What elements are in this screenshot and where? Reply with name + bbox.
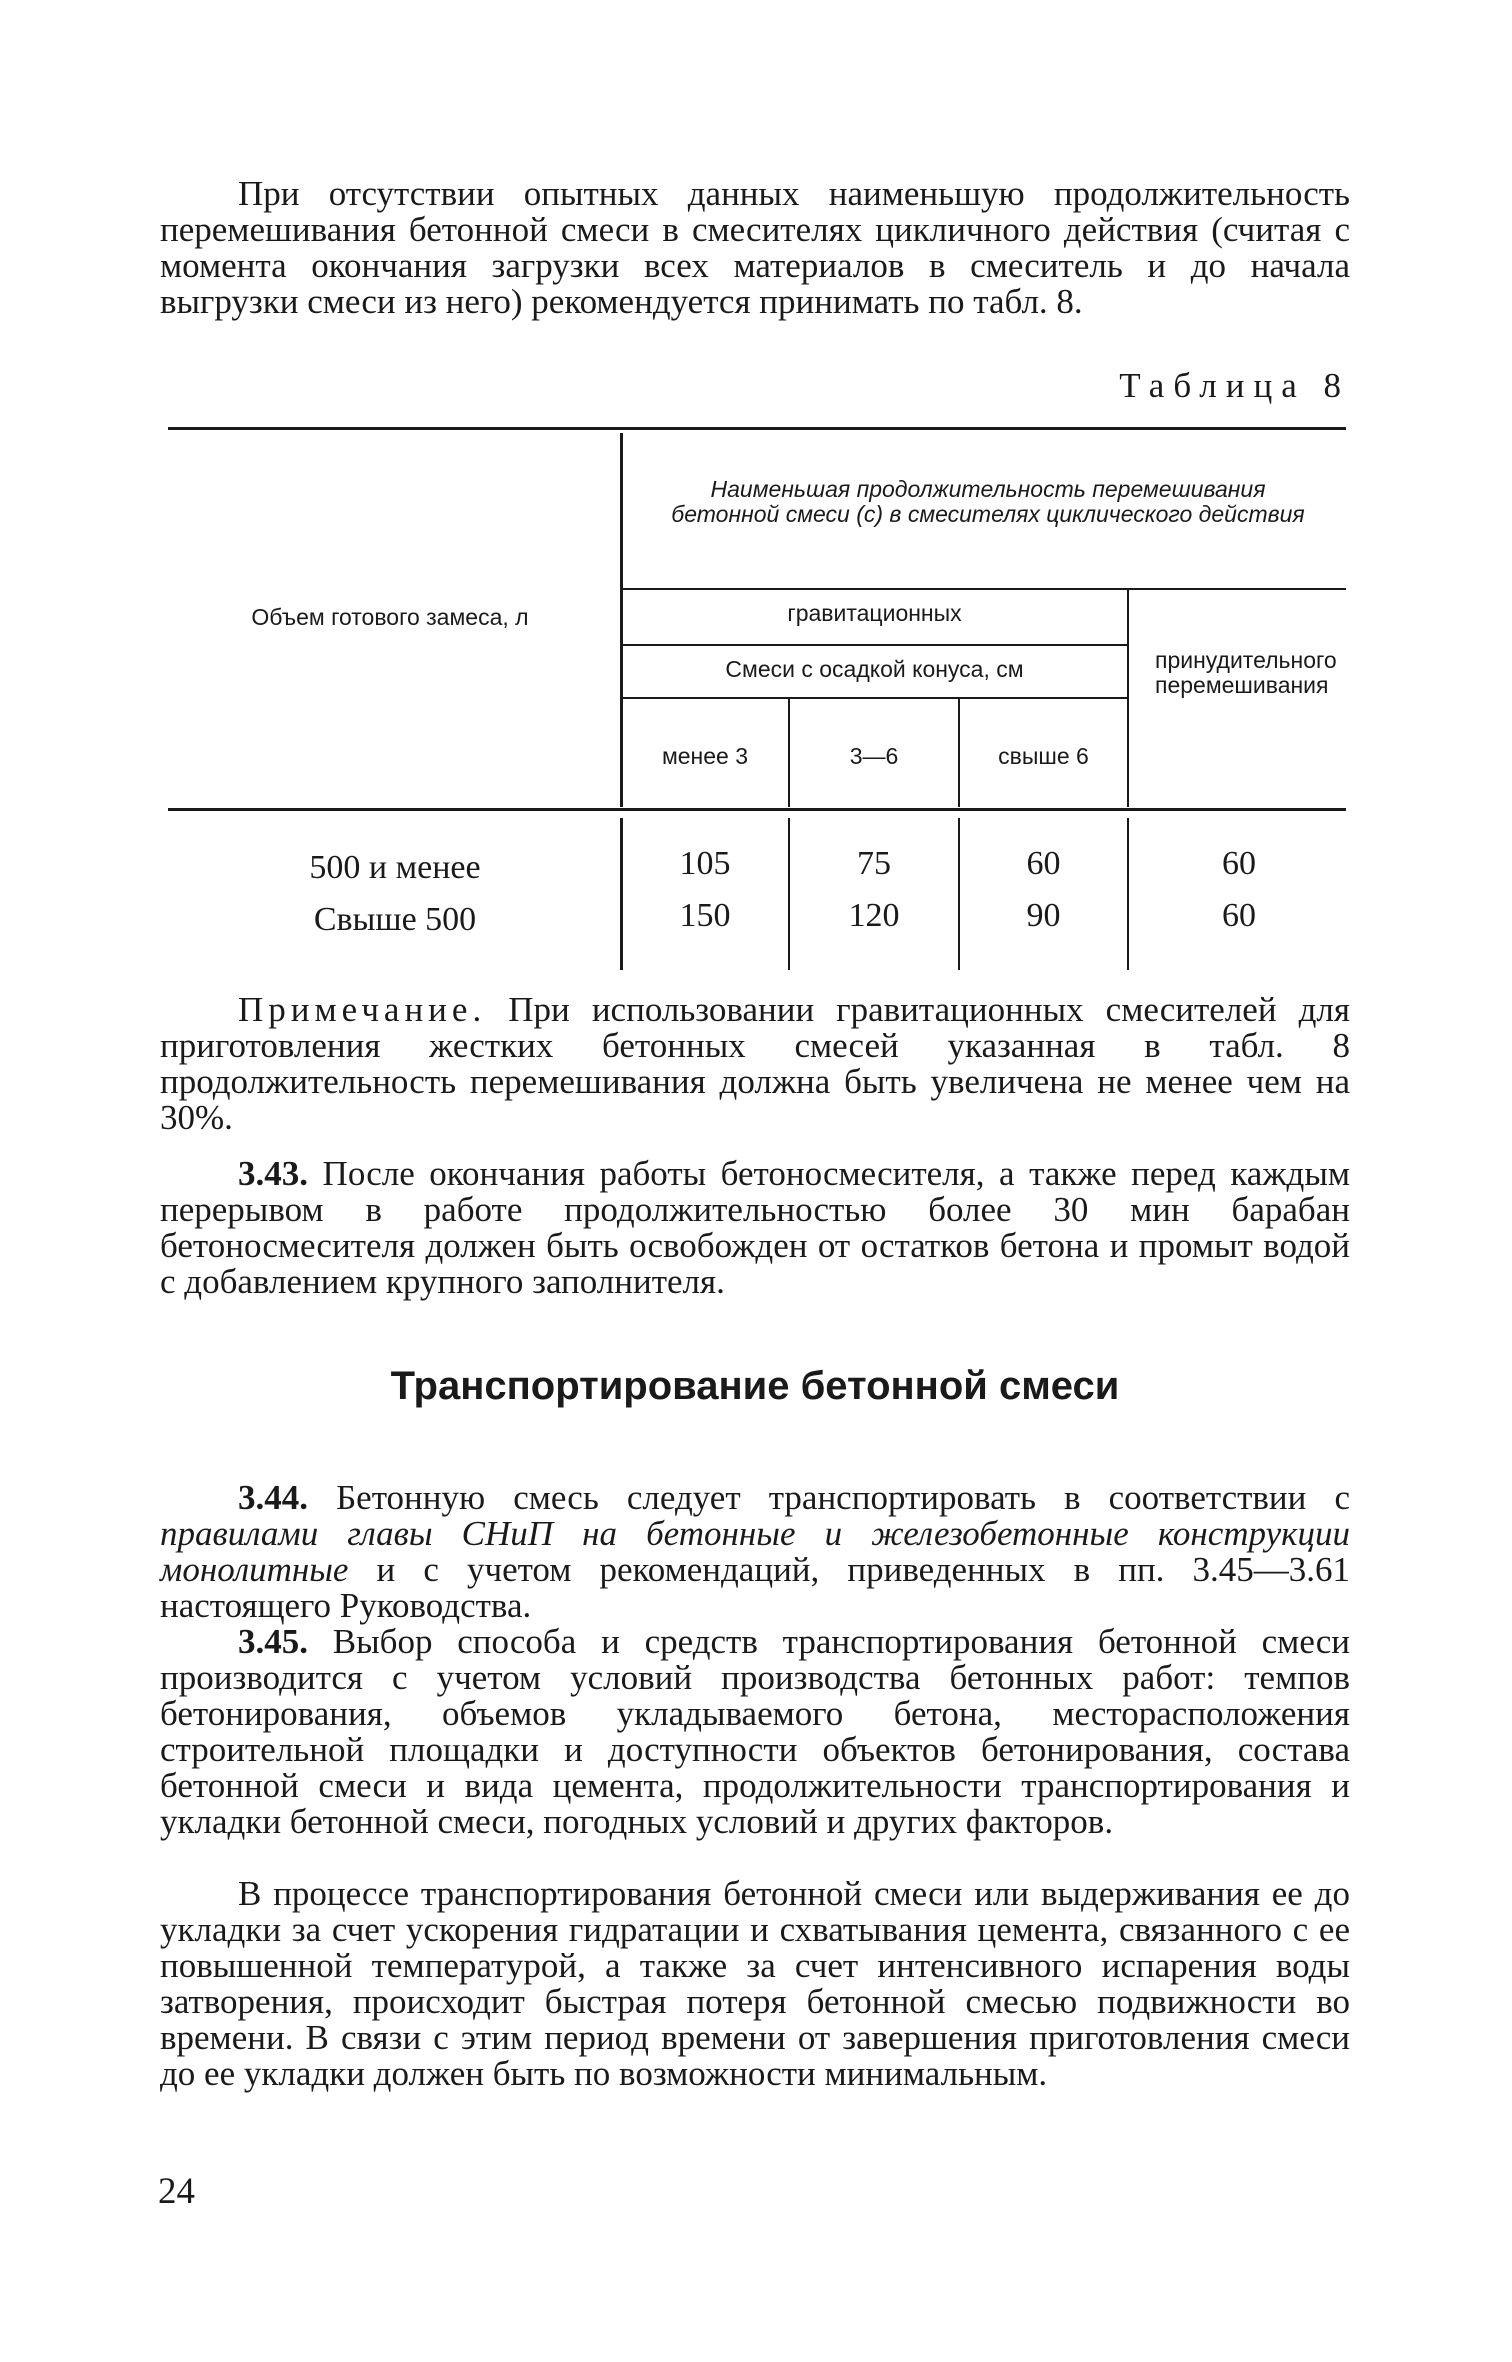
- vrule-sub2-header: [958, 699, 960, 807]
- vrule-sub1-body: [788, 818, 790, 970]
- row-1-label: 500 и менее: [309, 849, 481, 886]
- paragraph-number: 3.44.: [238, 1478, 308, 1517]
- header-sub-1: менее 3: [661, 743, 749, 769]
- paragraph-3-44: 3.44. Бетонную смесь следует транспортировать в соответствии с правилами главы СНиП на бетонные и железобетонные конструкции монолитные и с учетом рекомендаций, приведенных в пп. 3.45—3.61 настоящего Руководства.: [160, 1478, 1350, 1625]
- note-label: Примечание.: [238, 990, 487, 1029]
- row-2-val-3: 90: [1026, 897, 1061, 934]
- paragraph-3-45: 3.45. Выбор способа и средств транспортирования бетонной смеси производится с учетом условий производства бетонных работ: темпов бетонирования, объемов укладываемого бетона, месторасположения строительной площадки и доступности объектов бетонирования, состава бетонной смеси и вида цемента, продолжительности транспортирования и укладки бетонной смеси, погодных условий и других факторов.: [160, 1622, 1350, 1841]
- vrule-main-header: [620, 433, 623, 807]
- table-note: Примечание. При использовании гравитационных смесителей для приготовления жестких бетонных смесей указанная в табл. 8 продолжительность перемешивания должна быть увеличена не менее чем на 30%.: [160, 990, 1350, 1137]
- header-volume: Объем готового замеса, л: [251, 604, 529, 630]
- vrule-forced-header: [1127, 590, 1129, 807]
- section-heading: Транспортирование бетонной смеси: [390, 1364, 1120, 1408]
- header-sub-3: свыше 6: [998, 743, 1089, 769]
- row-1-val-1: 105: [679, 845, 731, 882]
- rule-group-bottom: [622, 588, 1346, 590]
- table-8: [0, 0, 1512, 1000]
- row-1-val-4: 60: [1222, 845, 1256, 882]
- header-slump: Смеси с осадкой конуса, см: [725, 656, 1024, 682]
- row-1-val-2: 75: [857, 845, 891, 882]
- page-number: 24: [158, 2171, 195, 2212]
- row-2-val-2: 120: [848, 897, 900, 934]
- row-1-val-3: 60: [1026, 845, 1061, 882]
- row-2-label: Свыше 500: [313, 901, 477, 938]
- header-sub-2: 3—6: [849, 743, 899, 769]
- paragraph-3-43: 3.43. После окончания работы бетоносмесителя, а также перед каждым перерывом в работе продолжительностью более 30 мин барабан бетоносмесителя должен быть освобожден от остатков бетона и промыт водой с добавлением крупного заполнителя.: [160, 1154, 1350, 1301]
- header-gravity: гравитационных: [787, 600, 962, 626]
- paragraph-number: 3.43.: [238, 1154, 308, 1193]
- header-forced: принудительного перемешивания: [1155, 647, 1337, 698]
- row-2-val-1: 150: [679, 897, 731, 934]
- vrule-sub1-header: [788, 699, 790, 807]
- paragraph-number: 3.45.: [238, 1622, 308, 1661]
- rule-gravity-bottom: [622, 644, 1127, 646]
- vrule-forced-body: [1127, 818, 1129, 970]
- row-2-val-4: 60: [1222, 897, 1256, 934]
- table-top-rule: [168, 427, 1346, 430]
- intro-paragraph: При отсутствии опытных данных наименьшую продолжительность перемешивания бетонной смеси в смесителях цикличного действия (считая с момента окончания загрузки всех материалов в смеситель и до начала выгрузки смеси из него) рекомендуется принимать по табл. 8.: [160, 174, 1350, 321]
- header-group: Наименьшая продолжительность перемешивания бетонной смеси (с) в смесителях циклического действия: [671, 476, 1305, 527]
- table-caption: Таблица 8: [1119, 366, 1350, 405]
- rule-slump-bottom: [622, 697, 1127, 699]
- vrule-main-body: [620, 818, 623, 970]
- paragraph-transport-time: В процессе транспортирования бетонной смеси или выдерживания ее до укладки за счет ускорения гидратации и схватывания цемента, связанного с ее повышенной температурой, а также за счет интенсивного испарения воды затворения, происходит быстрая потеря бетонной смесью подвижности во времени. В связи с этим период времени от завершения приготовления смеси до ее укладки должен быть по возможности минимальным.: [160, 1874, 1350, 2093]
- vrule-sub2-body: [958, 818, 960, 970]
- table-header-rule: [168, 808, 1346, 811]
